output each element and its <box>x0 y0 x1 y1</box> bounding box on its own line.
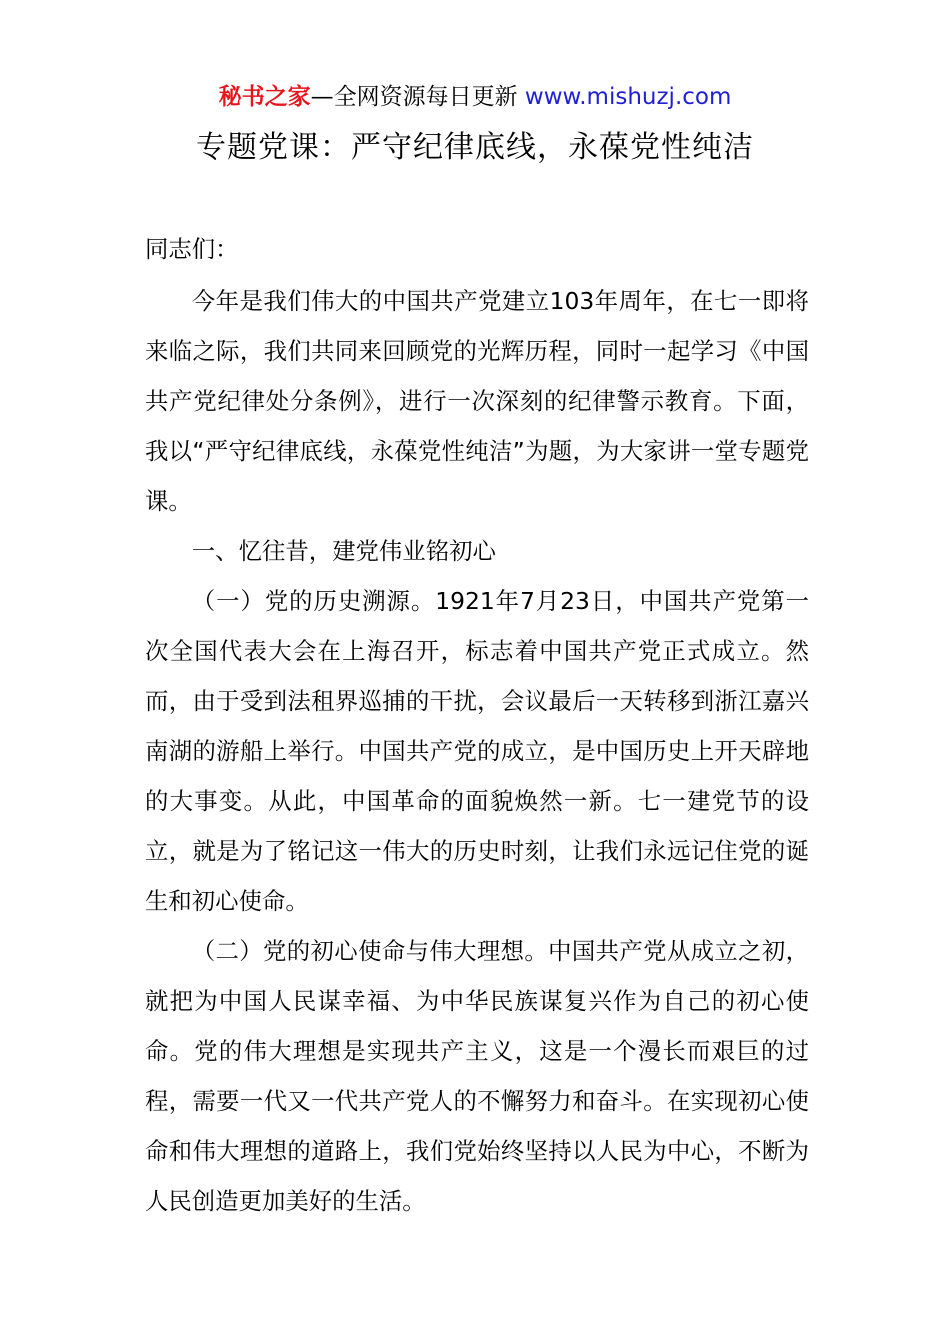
salutation: 同志们： <box>145 235 239 263</box>
paragraph-mission: （二）党的初心使命与伟大理想。中国共产党从成立之初，就把为中国人民谋幸福、为中华民族谋复兴作为自己的初心使命。党的伟大理想是实现共产主义，这是一个漫长而艰巨的过程，需要一代又一代共产党人的不懈努力和奋斗。在实现初心使命和伟大理想的道路上，我们党始终坚持以人民为中心，不断为人民创造更加美好的生活。 <box>145 937 809 1215</box>
site-header <box>0 80 950 114</box>
brand-name: 秘书之家 <box>218 84 311 110</box>
header-tagline: —全网资源每日更新 <box>310 84 525 110</box>
site-url-link[interactable]: www.mishuzj.com <box>524 84 732 110</box>
document-body <box>145 224 809 1226</box>
paragraph-history: （一）党的历史溯源。1921年7月23日，中国共产党第一次全国代表大会在上海召开，标志着中国共产党正式成立。然而，由于受到法租界巡捕的干扰，会议最后一天转移到浙江嘉兴南湖的游船上举行。中国共产党的成立，是中国历史上开天辟地的大事变。从此，中国革命的面貌焕然一新。七一建党节的设立，就是为了铭记这一伟大的历史时刻，让我们永远记住党的诞生和初心使命。 <box>145 587 809 915</box>
paragraph-intro: 今年是我们伟大的中国共产党建立103年周年，在七一即将来临之际，我们共同来回顾党的光辉历程，同时一起学习《中国共产党纪律处分条例》，进行一次深刻的纪律警示教育。下面，我以“严守纪律底线，永葆党性纯洁”为题，为大家讲一堂专题党课。 <box>145 287 809 515</box>
document-title: 专题党课：严守纪律底线，永葆党性纯洁 <box>196 130 754 165</box>
section-heading-1: 一、忆往昔，建党伟业铭初心 <box>191 537 496 565</box>
